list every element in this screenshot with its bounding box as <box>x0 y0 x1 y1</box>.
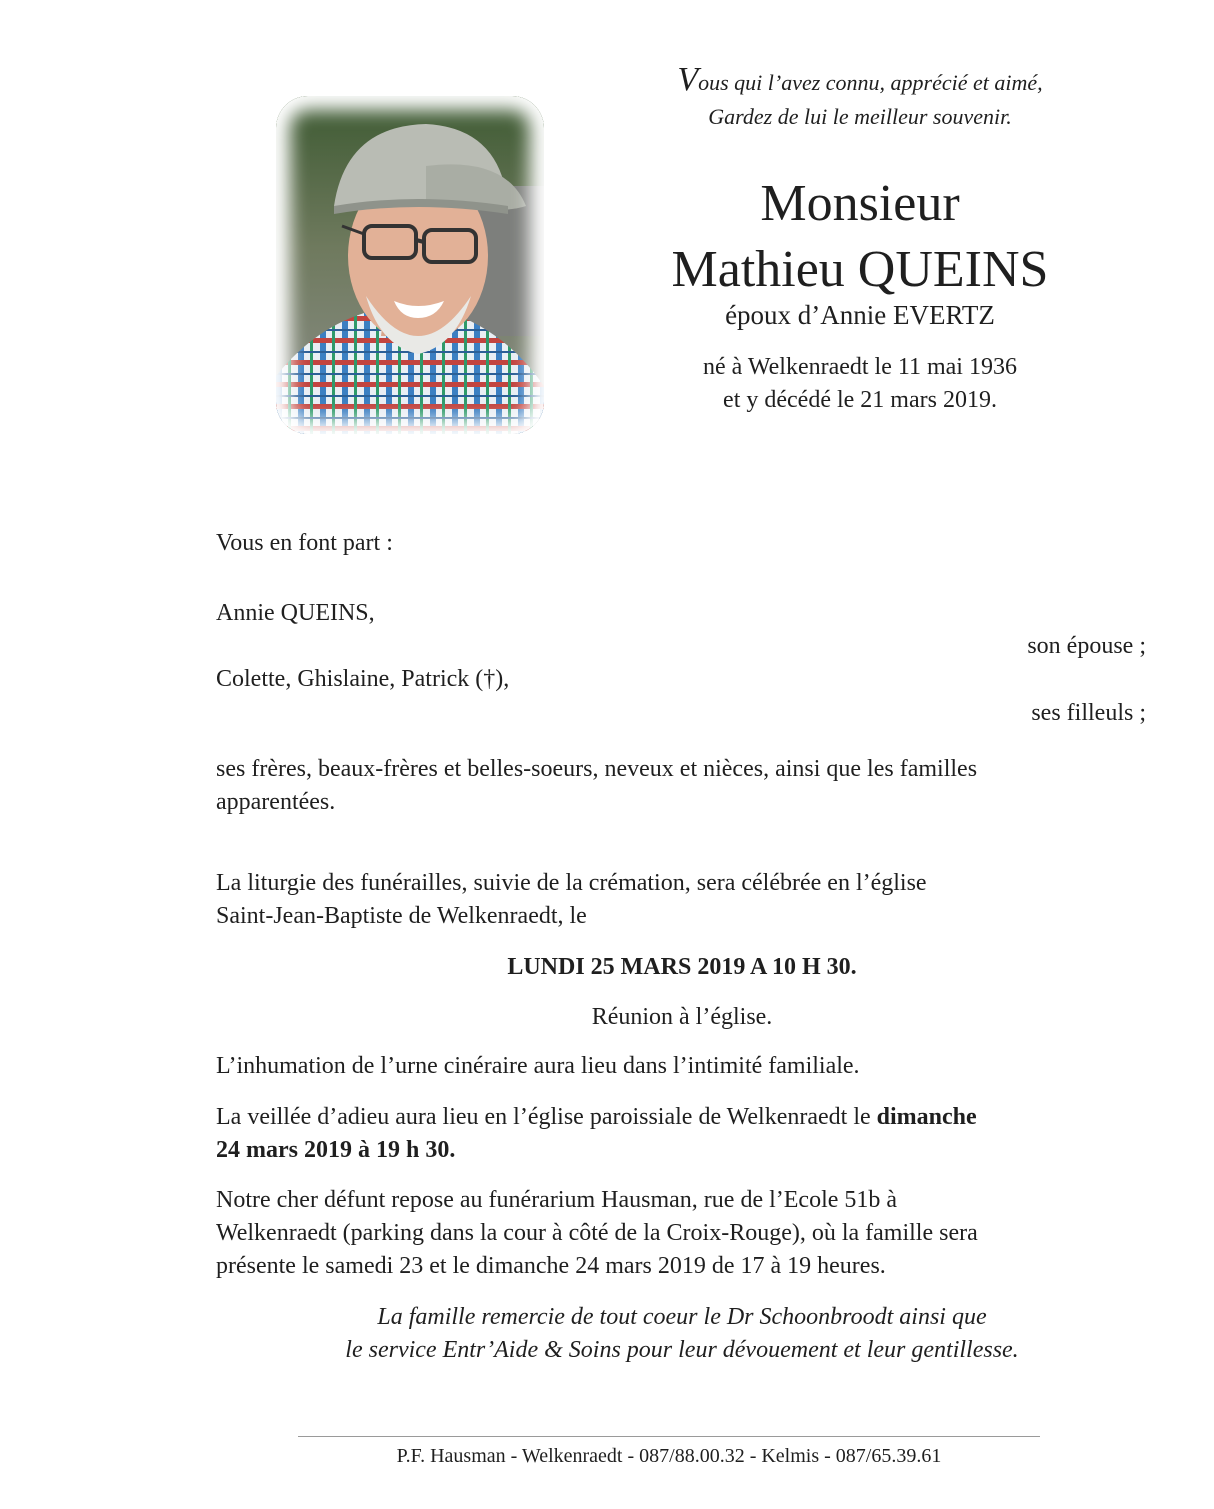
quote-line-2: Gardez de lui le meilleur souvenir. <box>708 104 1012 129</box>
thanks-note: La famille remercie de tout coeur le Dr Schoonbroodt ainsi que le service Entr’Aide & Soins pour leur dévouement et leur gentillesse. <box>345 1304 1019 1363</box>
birth-line: né à Welkenraedt le 11 mai 1936 <box>703 354 1017 380</box>
death-line: et y décédé le 21 mars 2019. <box>723 387 997 413</box>
portrait-photo <box>276 96 544 434</box>
footer-divider <box>298 1436 1040 1437</box>
vigil-note: La veillée d’adieu aura lieu en l’église paroissiale de Welkenraedt le dimanche 24 mars 2019 à 19 h 30. <box>216 1104 977 1163</box>
family-member-relation: ses filleuls ; <box>1031 700 1146 726</box>
deceased-name: Mathieu QUEINS <box>671 241 1049 298</box>
deceased-title: Monsieur <box>760 175 960 232</box>
quote-line-1: Vous qui l’avez connu, apprécié et aimé, <box>677 61 1043 98</box>
funeral-home-footer: P.F. Hausman - Welkenraedt - 087/88.00.32 - Kelmis - 087/65.39.61 <box>396 1445 942 1467</box>
burial-note: L’inhumation de l’urne cinéraire aura lieu dans l’intimité familiale. <box>216 1053 860 1079</box>
family-intro: Vous en font part : <box>216 530 393 556</box>
family-member-name: Annie QUEINS, <box>216 600 375 626</box>
family-others: ses frères, beaux-frères et belles-soeurs, neveux et nièces, ainsi que les familles apparentées. <box>216 756 978 815</box>
liturgy-text: La liturgie des funérailles, suivie de la crémation, sera célébrée en l’église Saint-Jean-Baptiste de Welkenraedt, le <box>216 870 927 929</box>
ceremony-date: LUNDI 25 MARS 2019 A 10 H 30. <box>507 954 857 980</box>
rest-note: Notre cher défunt repose au funérarium Hausman, rue de l’Ecole 51b à Welkenraedt (parking dans la cour à côté de la Croix-Rouge), où la famille sera présente le samedi 23 et le dimanche 24 mars 2019 de 17 à 19 heures. <box>216 1187 978 1279</box>
meeting-note: Réunion à l’église. <box>591 1004 773 1030</box>
family-member-name: Colette, Ghislaine, Patrick (†), <box>216 666 510 692</box>
family-member-relation: son épouse ; <box>1027 633 1146 659</box>
spouse-line: époux d’Annie EVERTZ <box>725 300 995 330</box>
